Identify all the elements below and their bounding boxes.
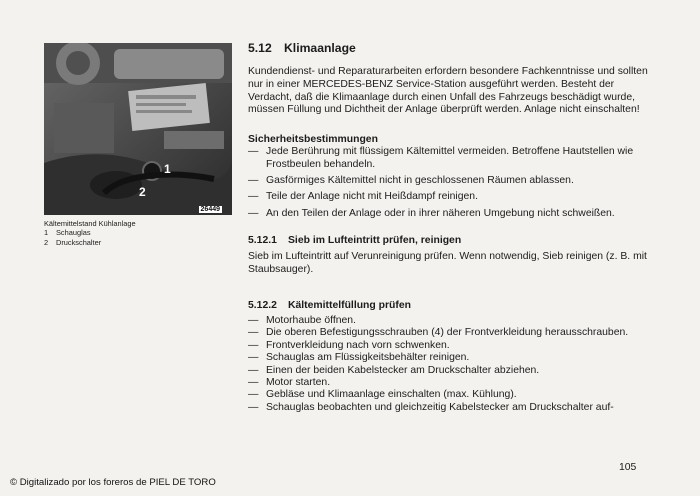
copyright-footer: © Digitalizado por los foreros de PIEL DE TORO <box>10 477 216 488</box>
photo-figure-number: 26449 <box>200 206 220 213</box>
engine-photo <box>44 43 232 215</box>
refrigerant-steps-list <box>248 315 648 414</box>
list-item: — Teile der Anlage nicht mit Heißdampf reinigen. <box>248 191 478 203</box>
list-item: — An den Teilen der Anlage oder in ihrer näheren Umgebung nicht schweißen. <box>248 207 615 219</box>
photo-label-1: 1 <box>164 162 171 176</box>
caption-item: 1 Schauglas <box>44 228 91 238</box>
photo-label-2: 2 <box>139 185 146 199</box>
photo-caption <box>44 219 136 247</box>
subsection-text-sieve: Sieb im Lufteintritt auf Verunreinigung prüfen. Wenn notwendig, Sieb reinigen (z. B. mit Staubsauger). <box>248 251 647 276</box>
list-item: — Einen der beiden Kabelstecker am Druckschalter abziehen. <box>248 364 540 376</box>
list-item: — Schauglas am Flüssigkeitsbehälter reinigen. <box>248 352 470 364</box>
caption-title: Kältemittelstand Kühlanlage <box>44 219 136 228</box>
list-item: — Motorhaube öffnen. <box>248 314 356 326</box>
list-item: — Frontverkleidung nach vorn schwenken. <box>248 339 450 351</box>
list-item: — Jede Berührung mit flüssigem Kältemittel vermeiden. Betroffene Hautstellen wie Frostbeulen behandeln. <box>248 146 634 170</box>
main-content <box>248 39 648 414</box>
list-item: — Motor starten. <box>248 376 331 388</box>
subsection-heading-sieve: 5.12.1 Sieb im Lufteintritt prüfen, reinigen <box>248 235 462 247</box>
safety-heading: Sicherheitsbestimmungen <box>248 134 378 146</box>
list-item: — Gasförmiges Kältemittel nicht in geschlossenen Räumen ablassen. <box>248 175 574 187</box>
caption-item: 2 Druckschalter <box>44 237 102 247</box>
safety-list <box>248 146 648 220</box>
page-number: 105 <box>619 462 637 473</box>
list-item: — Gebläse und Klimaanlage einschalten (max. Kühlung). <box>248 389 517 401</box>
section-heading: 5.12 Klimaanlage <box>248 41 356 55</box>
list-item: — Schauglas beobachten und gleichzeitig Kabelstecker am Druckschalter auf- <box>248 401 614 413</box>
section-intro: Kundendienst- und Reparaturarbeiten erfordern besondere Fachkenntnisse und sollten nur in einer MERCEDES-BENZ Service-Station ausgeführt werden. Besteht der Verdacht, daß die Klimaanlage durch einen Unfall des Fahrzeugs beschädigt wurde, müssen Füllung und Dichtheit der Anlage überprüft werden. Anlage nicht einschalten! <box>248 66 648 116</box>
subsection-heading-refrigerant: 5.12.2 Kältemittelfüllung prüfen <box>248 299 411 311</box>
engine-bay-image <box>44 43 232 215</box>
list-item: — Die oberen Befestigungsschrauben (4) der Frontverkleidung herausschrauben. <box>248 327 629 339</box>
